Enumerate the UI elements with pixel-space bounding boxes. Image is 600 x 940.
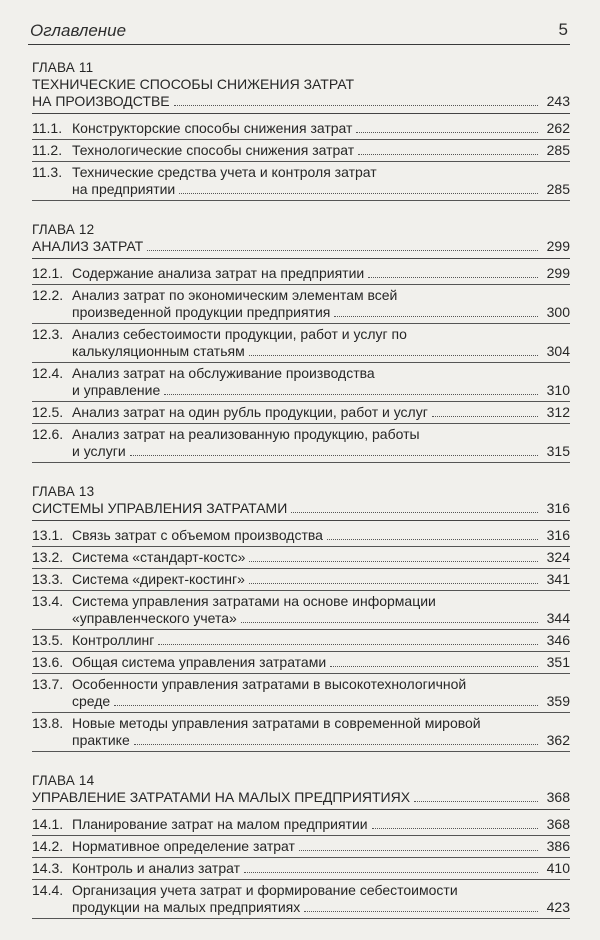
- section-number: 12.4.: [32, 365, 64, 381]
- section-number: 12.5.: [32, 404, 64, 420]
- section-title-line: Организация учета затрат и формирование себестоимости: [72, 882, 458, 898]
- chapter-title-line: УПРАВЛЕНИЕ ЗАТРАТАМИ НА МАЛЫХ ПРЕДПРИЯТИЯХ: [32, 789, 411, 805]
- section-page-number: 386: [546, 838, 570, 854]
- leader-dots: [334, 316, 538, 317]
- table-of-contents: [32, 60, 570, 940]
- section-title: [72, 404, 570, 421]
- leader-dots: [330, 666, 538, 667]
- section-title-line: и управление: [72, 382, 161, 398]
- section-title-last-line: [72, 527, 570, 544]
- section-title-line: Анализ затрат на один рубль продукции, работ и услуг: [72, 404, 428, 420]
- section-title-line: Система управления затратами на основе информации: [72, 593, 436, 609]
- section-title-line: Контроллинг: [72, 632, 155, 648]
- section-title-last-line: [72, 654, 570, 671]
- leader-dots: [368, 277, 538, 278]
- toc-entry[interactable]: [32, 814, 570, 836]
- leader-dots: [174, 105, 538, 106]
- section-title: [72, 838, 570, 855]
- section-title-line: Технологические способы снижения затрат: [72, 142, 355, 158]
- section-title-line: практике: [72, 732, 130, 748]
- section-page-number: 368: [546, 816, 570, 832]
- leader-dots: [164, 394, 538, 395]
- leader-dots: [134, 744, 538, 745]
- section-page-number: 316: [546, 527, 570, 543]
- section-title-last-line: [72, 382, 570, 399]
- leader-dots: [158, 644, 538, 645]
- section-title-last-line: [72, 404, 570, 421]
- section-number: 13.5.: [32, 632, 64, 648]
- section-title: [72, 593, 570, 627]
- chapter-title-last-line: [32, 93, 570, 110]
- leader-dots: [356, 132, 538, 133]
- chapter-page-number: 316: [546, 500, 570, 516]
- chapter-block: [32, 484, 570, 752]
- section-page-number: 423: [546, 899, 570, 915]
- toc-entry[interactable]: [32, 880, 570, 919]
- section-number: 12.6.: [32, 426, 64, 442]
- section-number: 11.3.: [32, 164, 63, 180]
- chapter-title: [32, 238, 570, 255]
- section-title-line: Особенности управления затратами в высокотехнологичной: [72, 676, 467, 692]
- section-title: [72, 549, 570, 566]
- section-title-line: Анализ затрат на реализованную продукцию, работы: [72, 426, 420, 442]
- chapter-title: [32, 789, 570, 806]
- section-page-number: 362: [546, 732, 570, 748]
- section-number: 13.3.: [32, 571, 64, 587]
- toc-entry[interactable]: [32, 363, 570, 402]
- chapter-title-last-line: [32, 789, 570, 806]
- chapter-block: [32, 773, 570, 919]
- section-number: 12.3.: [32, 326, 64, 342]
- leader-dots: [432, 416, 538, 417]
- section-title-last-line: [72, 860, 570, 877]
- section-title: [72, 142, 570, 159]
- chapter-label: ГЛАВА 13: [32, 484, 95, 499]
- chapter-page-number: 243: [546, 93, 570, 109]
- chapter-block: [32, 222, 570, 463]
- section-title-line: Конструкторские способы снижения затрат: [72, 120, 353, 136]
- section-title: [72, 571, 570, 588]
- section-title-last-line: [72, 443, 570, 460]
- leader-dots: [304, 911, 538, 912]
- section-title-line: Контроль и анализ затрат: [72, 860, 240, 876]
- section-page-number: 310: [546, 382, 570, 398]
- chapter-title-row[interactable]: [32, 76, 570, 114]
- leader-dots: [291, 512, 538, 513]
- section-title-line: Планирование затрат на малом предприятии: [72, 816, 368, 832]
- section-title-line: среде: [72, 693, 111, 709]
- section-number: 11.2.: [32, 142, 63, 158]
- section-title: [72, 326, 570, 360]
- leader-dots: [179, 193, 538, 194]
- section-title-last-line: [72, 610, 570, 627]
- leader-dots: [130, 455, 538, 456]
- section-page-number: 344: [546, 610, 570, 626]
- section-page-number: 299: [546, 265, 570, 281]
- toc-entry[interactable]: [32, 630, 570, 652]
- section-page-number: 312: [546, 404, 570, 420]
- section-title-line: и услуги: [72, 443, 126, 459]
- section-title-last-line: [72, 181, 570, 198]
- section-page-number: 341: [546, 571, 570, 587]
- section-number: 14.1.: [32, 816, 64, 832]
- leader-dots: [147, 250, 538, 251]
- section-title: [72, 265, 570, 282]
- section-title-line: «управленческого учета»: [72, 610, 237, 626]
- chapter-title-line: АНАЛИЗ ЗАТРАТ: [32, 238, 144, 254]
- toc-entry[interactable]: [32, 836, 570, 858]
- toc-entry[interactable]: [32, 162, 570, 201]
- section-page-number: 324: [546, 549, 570, 565]
- section-title-last-line: [72, 838, 570, 855]
- section-number: 13.4.: [32, 593, 64, 609]
- section-title: [72, 120, 570, 137]
- section-title-last-line: [72, 571, 570, 588]
- chapter-title-row[interactable]: [32, 789, 570, 810]
- leader-dots: [249, 583, 538, 584]
- chapter-label: ГЛАВА 12: [32, 222, 95, 237]
- toc-entry[interactable]: [32, 674, 570, 713]
- toc-entry[interactable]: [32, 547, 570, 569]
- leader-dots: [249, 561, 538, 562]
- section-title-line: Система «директ-костинг»: [72, 571, 245, 587]
- section-page-number: 359: [546, 693, 570, 709]
- toc-entry[interactable]: [32, 402, 570, 424]
- leader-dots: [358, 154, 538, 155]
- section-title: [72, 676, 570, 710]
- section-title: [72, 287, 570, 321]
- section-title-line: продукции на малых предприятиях: [72, 899, 301, 915]
- section-number: 14.4.: [32, 882, 64, 898]
- page-number: 5: [558, 20, 568, 39]
- section-page-number: 262: [546, 120, 570, 136]
- leader-dots: [241, 622, 538, 623]
- chapter-label: ГЛАВА 14: [32, 773, 95, 788]
- section-number: 12.2.: [32, 287, 64, 303]
- running-title: Оглавление: [30, 21, 127, 40]
- section-page-number: 300: [546, 304, 570, 320]
- section-page-number: 351: [546, 654, 570, 670]
- section-title: [72, 426, 570, 460]
- section-number: 13.6.: [32, 654, 64, 670]
- chapter-title: [32, 500, 570, 517]
- section-title-last-line: [72, 632, 570, 649]
- section-number: 11.1.: [32, 120, 63, 136]
- toc-entry[interactable]: [32, 118, 570, 140]
- chapter-block: [32, 60, 570, 201]
- section-title-line: Новые методы управления затратами в современной мировой: [72, 715, 481, 731]
- section-title: [72, 715, 570, 749]
- chapter-label: ГЛАВА 11: [32, 60, 94, 75]
- section-page-number: 346: [546, 632, 570, 648]
- section-title: [72, 882, 570, 916]
- section-title-last-line: [72, 120, 570, 137]
- chapter-title-row[interactable]: [32, 500, 570, 521]
- section-number: 13.2.: [32, 549, 64, 565]
- leader-dots: [249, 355, 538, 356]
- leader-dots: [299, 850, 538, 851]
- leader-dots: [114, 705, 538, 706]
- chapter-title-last-line: [32, 238, 570, 255]
- toc-entry[interactable]: [32, 140, 570, 162]
- section-title-line: Технические средства учета и контроля затрат: [72, 164, 377, 180]
- section-title-last-line: [72, 899, 570, 916]
- section-page-number: 285: [546, 181, 570, 197]
- section-number: 14.2.: [32, 838, 64, 854]
- section-title-line: Система «стандарт-костс»: [72, 549, 246, 565]
- toc-entry[interactable]: [32, 569, 570, 591]
- toc-entry[interactable]: [32, 713, 570, 752]
- section-page-number: 304: [546, 343, 570, 359]
- section-title-line: произведенной продукции предприятия: [72, 304, 331, 320]
- leader-dots: [244, 872, 538, 873]
- section-title: [72, 816, 570, 833]
- leader-dots: [414, 801, 538, 802]
- chapter-title-line: ТЕХНИЧЕСКИЕ СПОСОБЫ СНИЖЕНИЯ ЗАТРАТ: [32, 76, 355, 92]
- chapter-page-number: 299: [546, 238, 570, 254]
- chapter-title-row[interactable]: [32, 238, 570, 259]
- section-title-line: Анализ затрат на обслуживание производства: [72, 365, 375, 381]
- section-title-last-line: [72, 142, 570, 159]
- section-title: [72, 365, 570, 399]
- section-number: 13.7.: [32, 676, 64, 692]
- section-title-last-line: [72, 549, 570, 566]
- toc-entry[interactable]: [32, 324, 570, 363]
- section-title-last-line: [72, 693, 570, 710]
- running-header: [28, 20, 570, 45]
- section-title-last-line: [72, 265, 570, 282]
- section-title-line: Анализ затрат по экономическим элементам всей: [72, 287, 398, 303]
- section-number: 14.3.: [32, 860, 64, 876]
- section-title: [72, 860, 570, 877]
- toc-entry[interactable]: [32, 525, 570, 547]
- section-title-line: на предприятии: [72, 181, 176, 197]
- section-title-last-line: [72, 732, 570, 749]
- section-title-line: Нормативное определение затрат: [72, 838, 295, 854]
- section-page-number: 285: [546, 142, 570, 158]
- section-title: [72, 654, 570, 671]
- chapter-title-line: СИСТЕМЫ УПРАВЛЕНИЯ ЗАТРАТАМИ: [32, 500, 288, 516]
- section-title-line: Общая система управления затратами: [72, 654, 327, 670]
- section-page-number: 410: [546, 860, 570, 876]
- section-title-line: калькуляционным статьям: [72, 343, 245, 359]
- toc-entry[interactable]: [32, 858, 570, 880]
- section-number: 13.1.: [32, 527, 64, 543]
- toc-entry[interactable]: [32, 285, 570, 324]
- chapter-title-line: НА ПРОИЗВОДСТВЕ: [32, 93, 170, 109]
- chapter-title-last-line: [32, 500, 570, 517]
- section-number: 12.1.: [32, 265, 64, 281]
- section-title-line: Содержание анализа затрат на предприятии: [72, 265, 365, 281]
- toc-entry[interactable]: [32, 263, 570, 285]
- section-title-line: Анализ себестоимости продукции, работ и услуг по: [72, 326, 407, 342]
- section-page-number: 315: [546, 443, 570, 459]
- section-title-last-line: [72, 343, 570, 360]
- leader-dots: [327, 539, 538, 540]
- section-title: [72, 632, 570, 649]
- leader-dots: [372, 828, 538, 829]
- chapter-page-number: 368: [546, 789, 570, 805]
- chapter-title: [32, 76, 570, 110]
- toc-entry[interactable]: [32, 591, 570, 630]
- toc-entry[interactable]: [32, 652, 570, 674]
- section-title-line: Связь затрат с объемом производства: [72, 527, 323, 543]
- section-title: [72, 164, 570, 198]
- section-title-last-line: [72, 816, 570, 833]
- toc-entry[interactable]: [32, 424, 570, 463]
- section-title-last-line: [72, 304, 570, 321]
- section-title: [72, 527, 570, 544]
- section-number: 13.8.: [32, 715, 64, 731]
